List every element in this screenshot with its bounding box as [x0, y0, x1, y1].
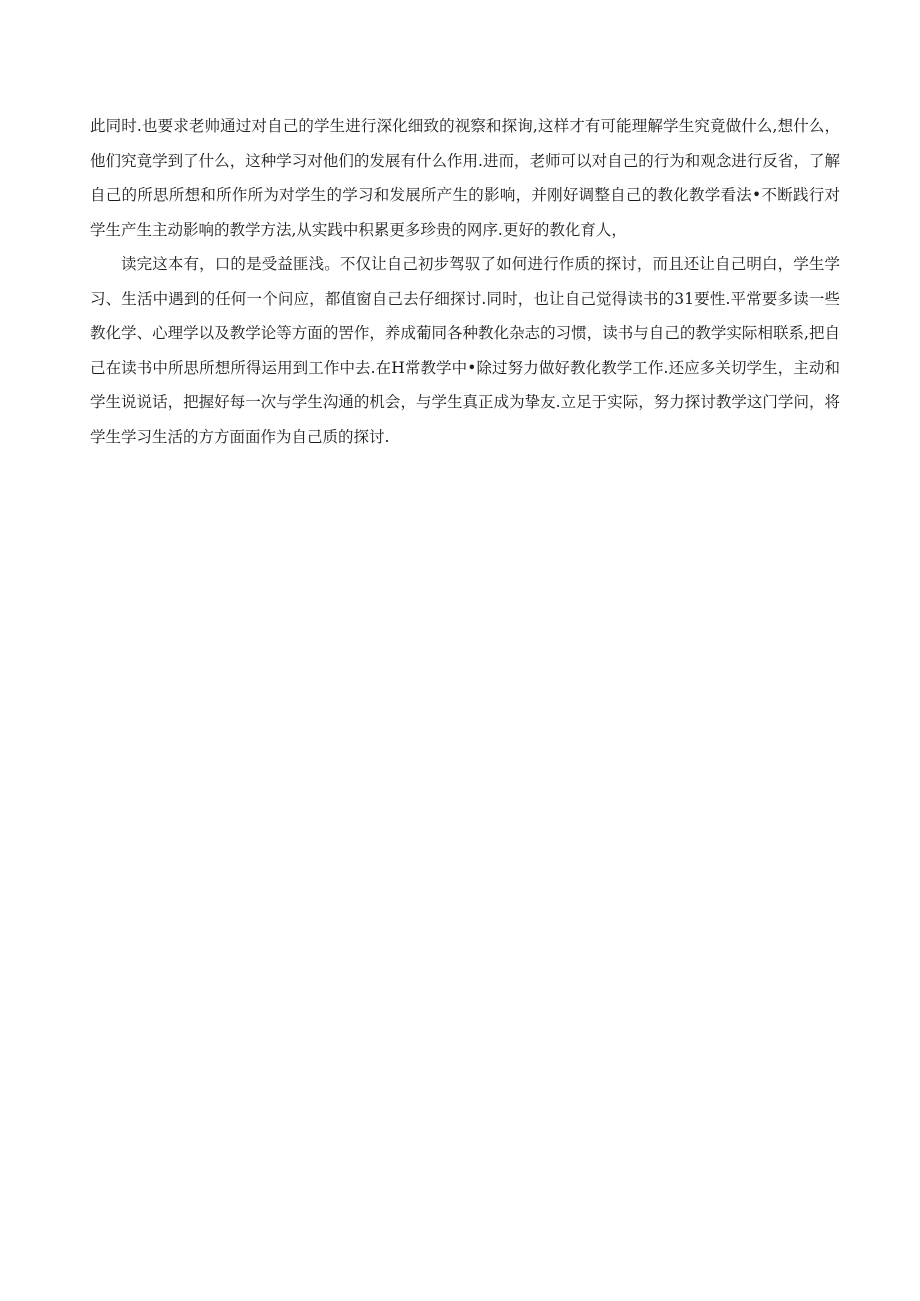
paragraph-1: 此同时.也要求老帅通过对自己的学生进行深化细致的视察和探询,这样才有可能理解学生究竟做什么,想什么，他们究竟学到了什么，这种学习对他们的发展有什么作用.进而，老师可以对自己的行为和观念进行反省，了解自己的所思所想和所作所为对学生的学习和发展所产生的影响，并刚好调整自己的教化教学看法•不断践行对学生产生主动影响的教学方法,从实践中积累更多珍贵的网序.更好的教化育人， [90, 117, 840, 239]
document-body [90, 109, 840, 454]
paragraph-2: 读完这本有，口的是受益匪浅。不仅让自己初步驾驭了如何进行作质的探讨，而且还让自己明白，学生学习、生活中遇到的任何一个问应，都值窗自己去仔细探讨.同时，也让自己觉得读书的31要性.平常要多读一些教化学、心理学以及教学论等方面的罟作，养成葡同各种教化杂志的习惯，读书与自己的教学实际相联系,把自己在读书中所思所想所得运用到工作中去.在H常教学中•除过努力做好教化教学工作.还应多关切学生，主动和学生说说话，把握好每一次与学生沟通的机会，与学生真正成为挚友.立足于实际，努力探讨教学这门学问，将学生学习生活的方方面面作为自己质的探讨. [90, 255, 840, 446]
